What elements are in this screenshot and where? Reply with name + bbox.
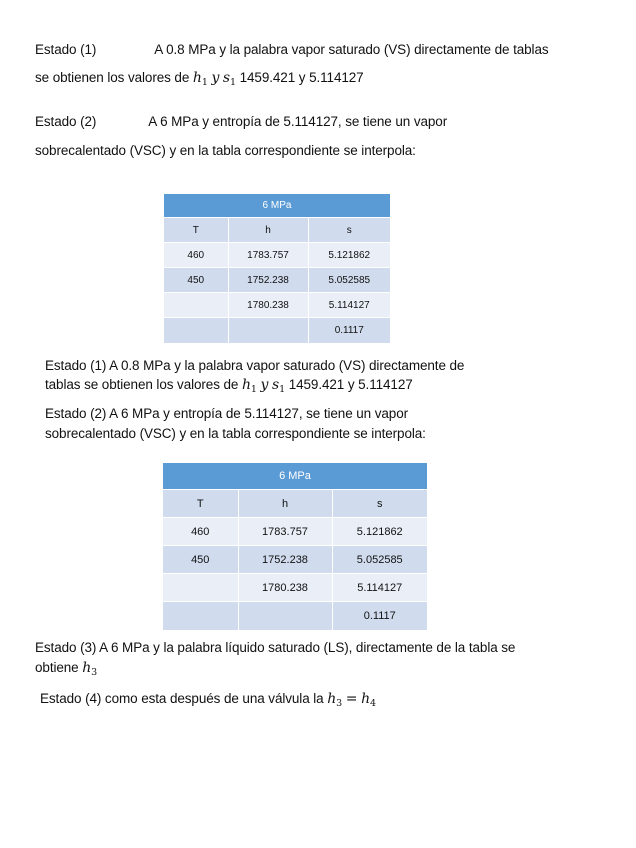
estado1-line2 [35, 70, 364, 88]
estado2-text: A 6 MPa y entropía de 5.114127, se tiene un vapor [148, 114, 448, 129]
y-word: y [260, 377, 269, 393]
table-row [164, 243, 390, 268]
estado2-line1 [35, 114, 447, 129]
equals-sign: = [345, 691, 358, 707]
table-cell [238, 602, 332, 630]
table-cell: 0.1117 [332, 602, 427, 630]
table-cell: 1752.238 [238, 546, 332, 574]
table-cell [163, 574, 238, 602]
estado1-line1 [35, 42, 549, 57]
table1-title: 6 MPa [164, 194, 390, 218]
table2-header-h: h [238, 490, 332, 518]
table1-header-h: h [228, 218, 308, 243]
table-cell: 0.1117 [308, 318, 390, 343]
table-cell: 450 [164, 268, 228, 293]
table-cell: 1780.238 [228, 293, 308, 318]
table-cell: 5.052585 [332, 546, 427, 574]
estado4-line [40, 691, 376, 709]
table-cell: 5.114127 [332, 574, 427, 602]
table2-title: 6 MPa [163, 463, 427, 490]
estado1-values: 1459.421 y 5.114127 [239, 70, 364, 85]
table1-header-t: T [164, 218, 228, 243]
h1-symbol: $h_1$ [192, 70, 208, 88]
table-row [163, 602, 427, 630]
table-row [163, 546, 427, 574]
table-cell: 5.121862 [332, 518, 427, 546]
table-cell: 5.114127 [308, 293, 390, 318]
table-cell [164, 293, 228, 318]
table-row [163, 574, 427, 602]
table-cell: 1752.238 [228, 268, 308, 293]
steam-table-1 [164, 193, 390, 343]
estado2-line2 [35, 143, 416, 158]
table-cell: 460 [164, 243, 228, 268]
s1-symbol: $s_1$ [222, 70, 236, 88]
table-row [164, 293, 390, 318]
estado3-prefix: obtiene [35, 660, 83, 675]
estado3-line2 [35, 660, 97, 678]
table-cell: 5.121862 [308, 243, 390, 268]
h3-symbol: $h_3$ [327, 691, 343, 709]
table-cell [163, 602, 238, 630]
table-cell: 5.052585 [308, 268, 390, 293]
steam-table-2 [163, 462, 427, 630]
h1-symbol: $h_1$ [241, 377, 257, 395]
table-cell: 1780.238 [238, 574, 332, 602]
h3-symbol: $h_3$ [82, 660, 98, 678]
table-row [163, 518, 427, 546]
s2-estado1-values: 1459.421 y 5.114127 [288, 377, 413, 392]
s2-estado2-text: Estado (2) A 6 MPa y entropía de 5.114127, se tiene un vapor [45, 406, 408, 421]
table2-header-t: T [163, 490, 238, 518]
estado2-cont: sobrecalentado (VSC) y en la tabla correspondiente se interpola: [35, 143, 416, 158]
estado3-line1 [35, 640, 515, 655]
table-cell: 460 [163, 518, 238, 546]
estado1-label: Estado (1) [35, 42, 97, 57]
s2-estado1-text: Estado (1) A 0.8 MPa y la palabra vapor saturado (VS) directamente de [45, 358, 465, 373]
table-cell: 1783.757 [228, 243, 308, 268]
s2-estado2-cont: sobrecalentado (VSC) y en la tabla correspondiente se interpola: [45, 426, 426, 441]
s1-symbol: $s_1$ [271, 377, 286, 395]
s2-estado1-line1 [45, 358, 464, 373]
s2-estado2-line1 [45, 406, 408, 421]
table-cell [228, 318, 308, 343]
h4-symbol: $h_4$ [361, 691, 376, 709]
table-cell: 450 [163, 546, 238, 574]
table1-header-s: s [308, 218, 390, 243]
estado1-cont-prefix: se obtienen los valores de [35, 70, 193, 85]
estado4-prefix: Estado (4) como esta después de una válvula la [40, 691, 328, 706]
table-row [164, 318, 390, 343]
s2-estado1-line2 [45, 377, 413, 395]
estado2-label: Estado (2) [35, 114, 97, 129]
table-cell: 1783.757 [238, 518, 332, 546]
table-cell [164, 318, 228, 343]
table-row [164, 268, 390, 293]
y-word: y [211, 70, 220, 86]
table2-header-s: s [332, 490, 427, 518]
estado3-text: Estado (3) A 6 MPa y la palabra líquido saturado (LS), directamente de la tabla se [35, 640, 516, 655]
estado1-text: A 0.8 MPa y la palabra vapor saturado (VS) directamente de tablas [154, 42, 549, 57]
s2-estado1-prefix: tablas se obtienen los valores de [45, 377, 242, 392]
s2-estado2-line2 [45, 426, 426, 441]
